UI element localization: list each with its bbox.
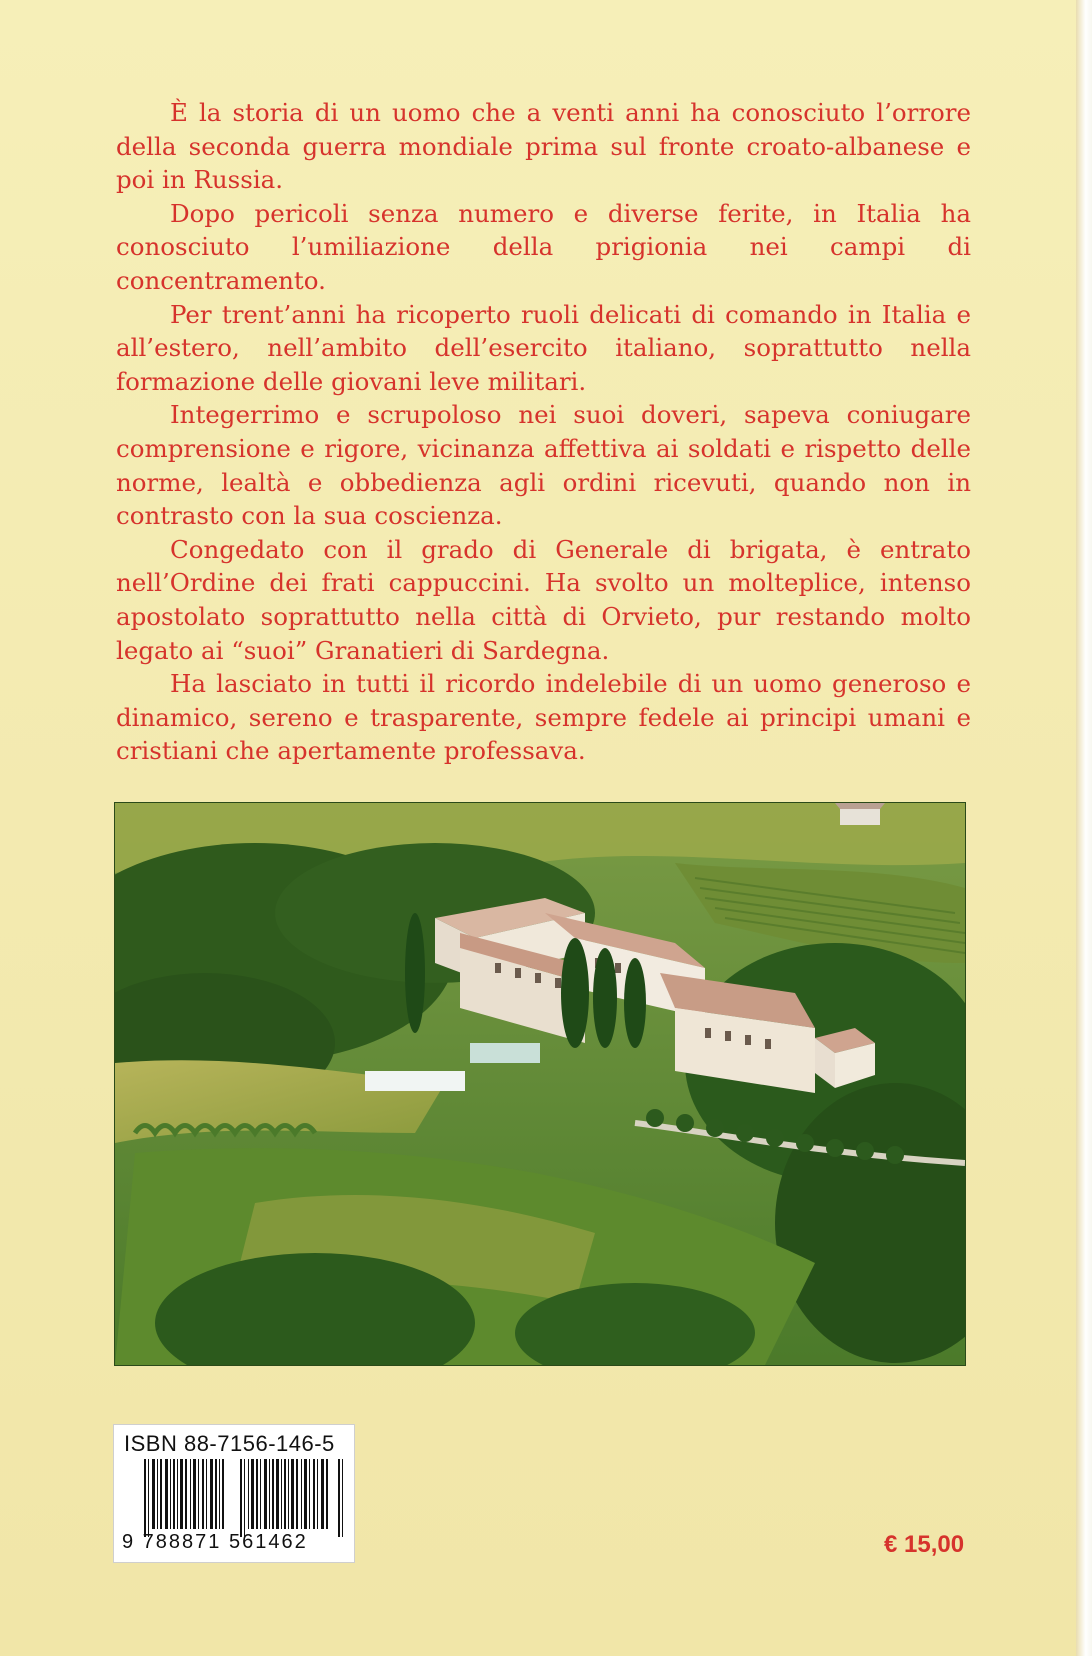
page-edge xyxy=(1076,0,1092,1656)
isbn-label: ISBN 88-7156-146-5 xyxy=(124,1431,335,1456)
barcode-digits: 9 788871 561462 xyxy=(122,1531,308,1553)
paragraph-4: Integerrimo e scrupoloso nei suoi doveri, sapeva coniugare comprensione e rigore, vicinanza affettiva ai soldati e rispetto delle norme, lealtà e obbedienza agli ordini ricevuti, quando non in contrasto con la sua coscienza. xyxy=(116,400,971,531)
isbn-barcode xyxy=(113,1424,355,1563)
paragraph-6: Ha lasciato in tutti il ricordo indelebile di un uomo generoso e dinamico, sereno e trasparente, sempre fedele ai principi umani e cristiani che apertamente professava. xyxy=(116,669,971,766)
paragraph-1: È la storia di un uomo che a venti anni ha conosciuto l’orrore della seconda guerra mondiale prima sul fronte croato-albanese e poi in Russia. xyxy=(116,98,971,195)
blurb-text xyxy=(116,96,971,768)
paragraph-2: Dopo pericoli senza numero e diverse ferite, in Italia ha conosciuto l’umiliazione della prigionia nei campi di concentramento. xyxy=(116,198,971,295)
paragraph-3: Per trent’anni ha ricoperto ruoli delicati di comando in Italia e all’estero, nell’ambito dell’esercito italiano, soprattutto nella formazione delle giovani leve militari. xyxy=(116,299,971,396)
paragraph-5: Congedato con il grado di Generale di brigata, è entrato nell’Ordine dei frati cappuccini. Ha svolto un molteplice, intenso apostolato soprattutto nella città di Orvieto, pur restando molto legato ai “suoi” Granatieri di Sardegna. xyxy=(116,534,971,665)
barcode-bars-icon xyxy=(144,1459,344,1537)
price-label: € 15,00 xyxy=(884,1531,965,1558)
aerial-photo-monastery xyxy=(114,802,966,1366)
